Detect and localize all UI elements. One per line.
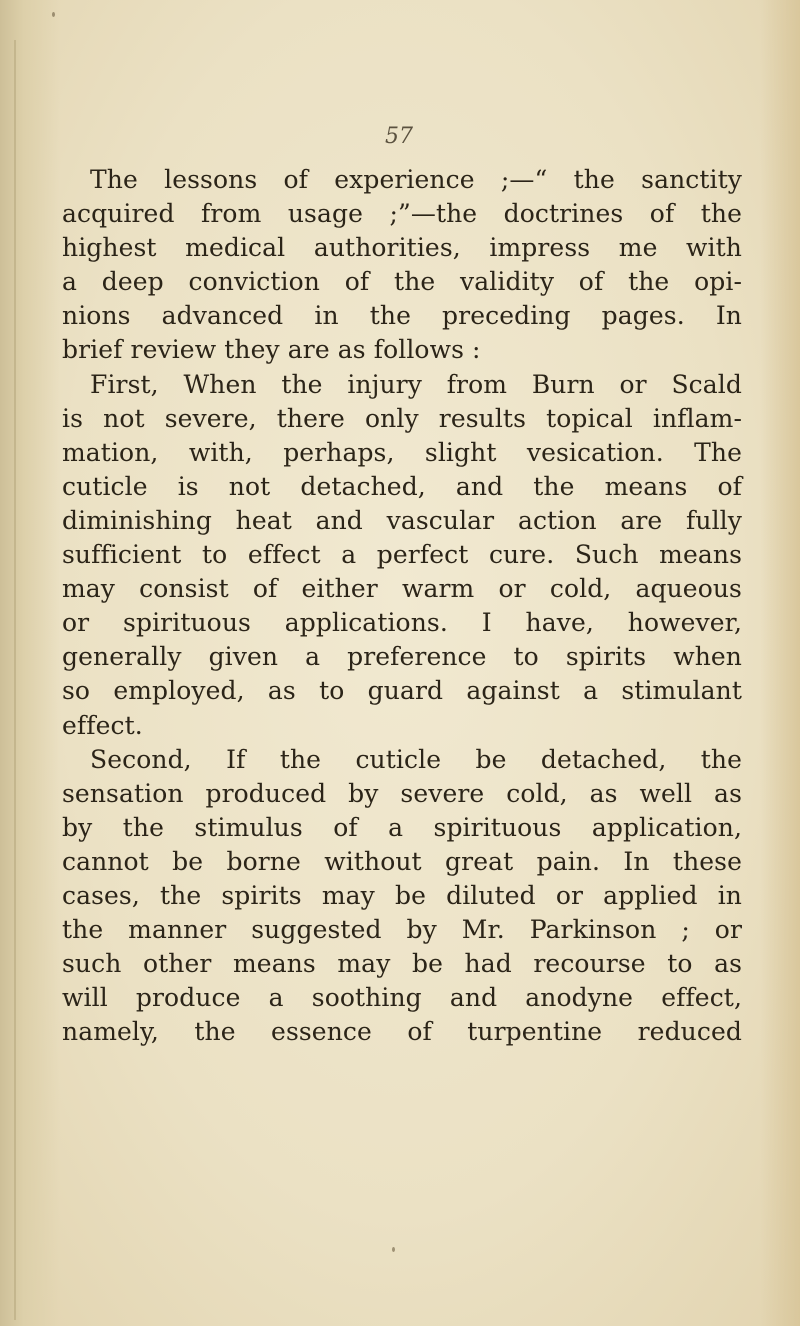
text-line: by the stimulus of a spirituous application,	[62, 812, 742, 842]
text-line: generally given a preference to spirits when	[62, 642, 742, 672]
text-line: cuticle is not detached, and the means of	[62, 471, 742, 501]
text-line: diminishing heat and vascular action are fully	[62, 505, 742, 535]
page-number: 57	[385, 124, 413, 149]
text-line: is not severe, there only results topical inflam-	[62, 403, 742, 433]
text-line: or spirituous applications. I have, however,	[62, 608, 742, 638]
text-line: effect.	[62, 710, 143, 740]
paper-speck	[52, 12, 55, 17]
paper-speck	[392, 1247, 395, 1252]
text-line: cannot be borne without great pain. In these	[62, 846, 742, 876]
text-line: the manner suggested by Mr. Parkinson ; or	[62, 915, 742, 945]
text-line: cases, the spirits may be diluted or applied in	[62, 880, 742, 910]
text-line: acquired from usage ;”—the doctrines of the	[62, 199, 742, 229]
text-line: so employed, as to guard against a stimulant	[62, 676, 742, 706]
text-line: namely, the essence of turpentine reduced	[62, 1017, 742, 1047]
body-text	[62, 163, 742, 1049]
text-line: highest medical authorities, impress me with	[62, 233, 742, 263]
page-edge-shadow	[760, 0, 800, 1326]
text-line: sufficient to effect a perfect cure. Such means	[62, 540, 742, 570]
text-line: First, When the injury from Burn or Scald	[90, 369, 742, 399]
text-line: The lessons of experience ;—“ the sanctity	[90, 165, 742, 194]
text-line: may consist of either warm or cold, aqueous	[62, 574, 742, 604]
binding-edge	[14, 40, 16, 1320]
page-gutter-shadow	[0, 0, 60, 1326]
text-line: such other means may be had recourse to as	[62, 949, 742, 979]
text-line: mation, with, perhaps, slight vesication. The	[62, 437, 742, 467]
text-line: will produce a soothing and anodyne effect,	[62, 983, 742, 1013]
text-line: brief review they are as follows :	[62, 335, 481, 365]
text-line: sensation produced by severe cold, as well as	[62, 778, 742, 808]
text-line: a deep conviction of the validity of the opi-	[62, 267, 742, 297]
text-line: nions advanced in the preceding pages. In	[62, 301, 742, 331]
text-line: Second, If the cuticle be detached, the	[90, 744, 742, 774]
